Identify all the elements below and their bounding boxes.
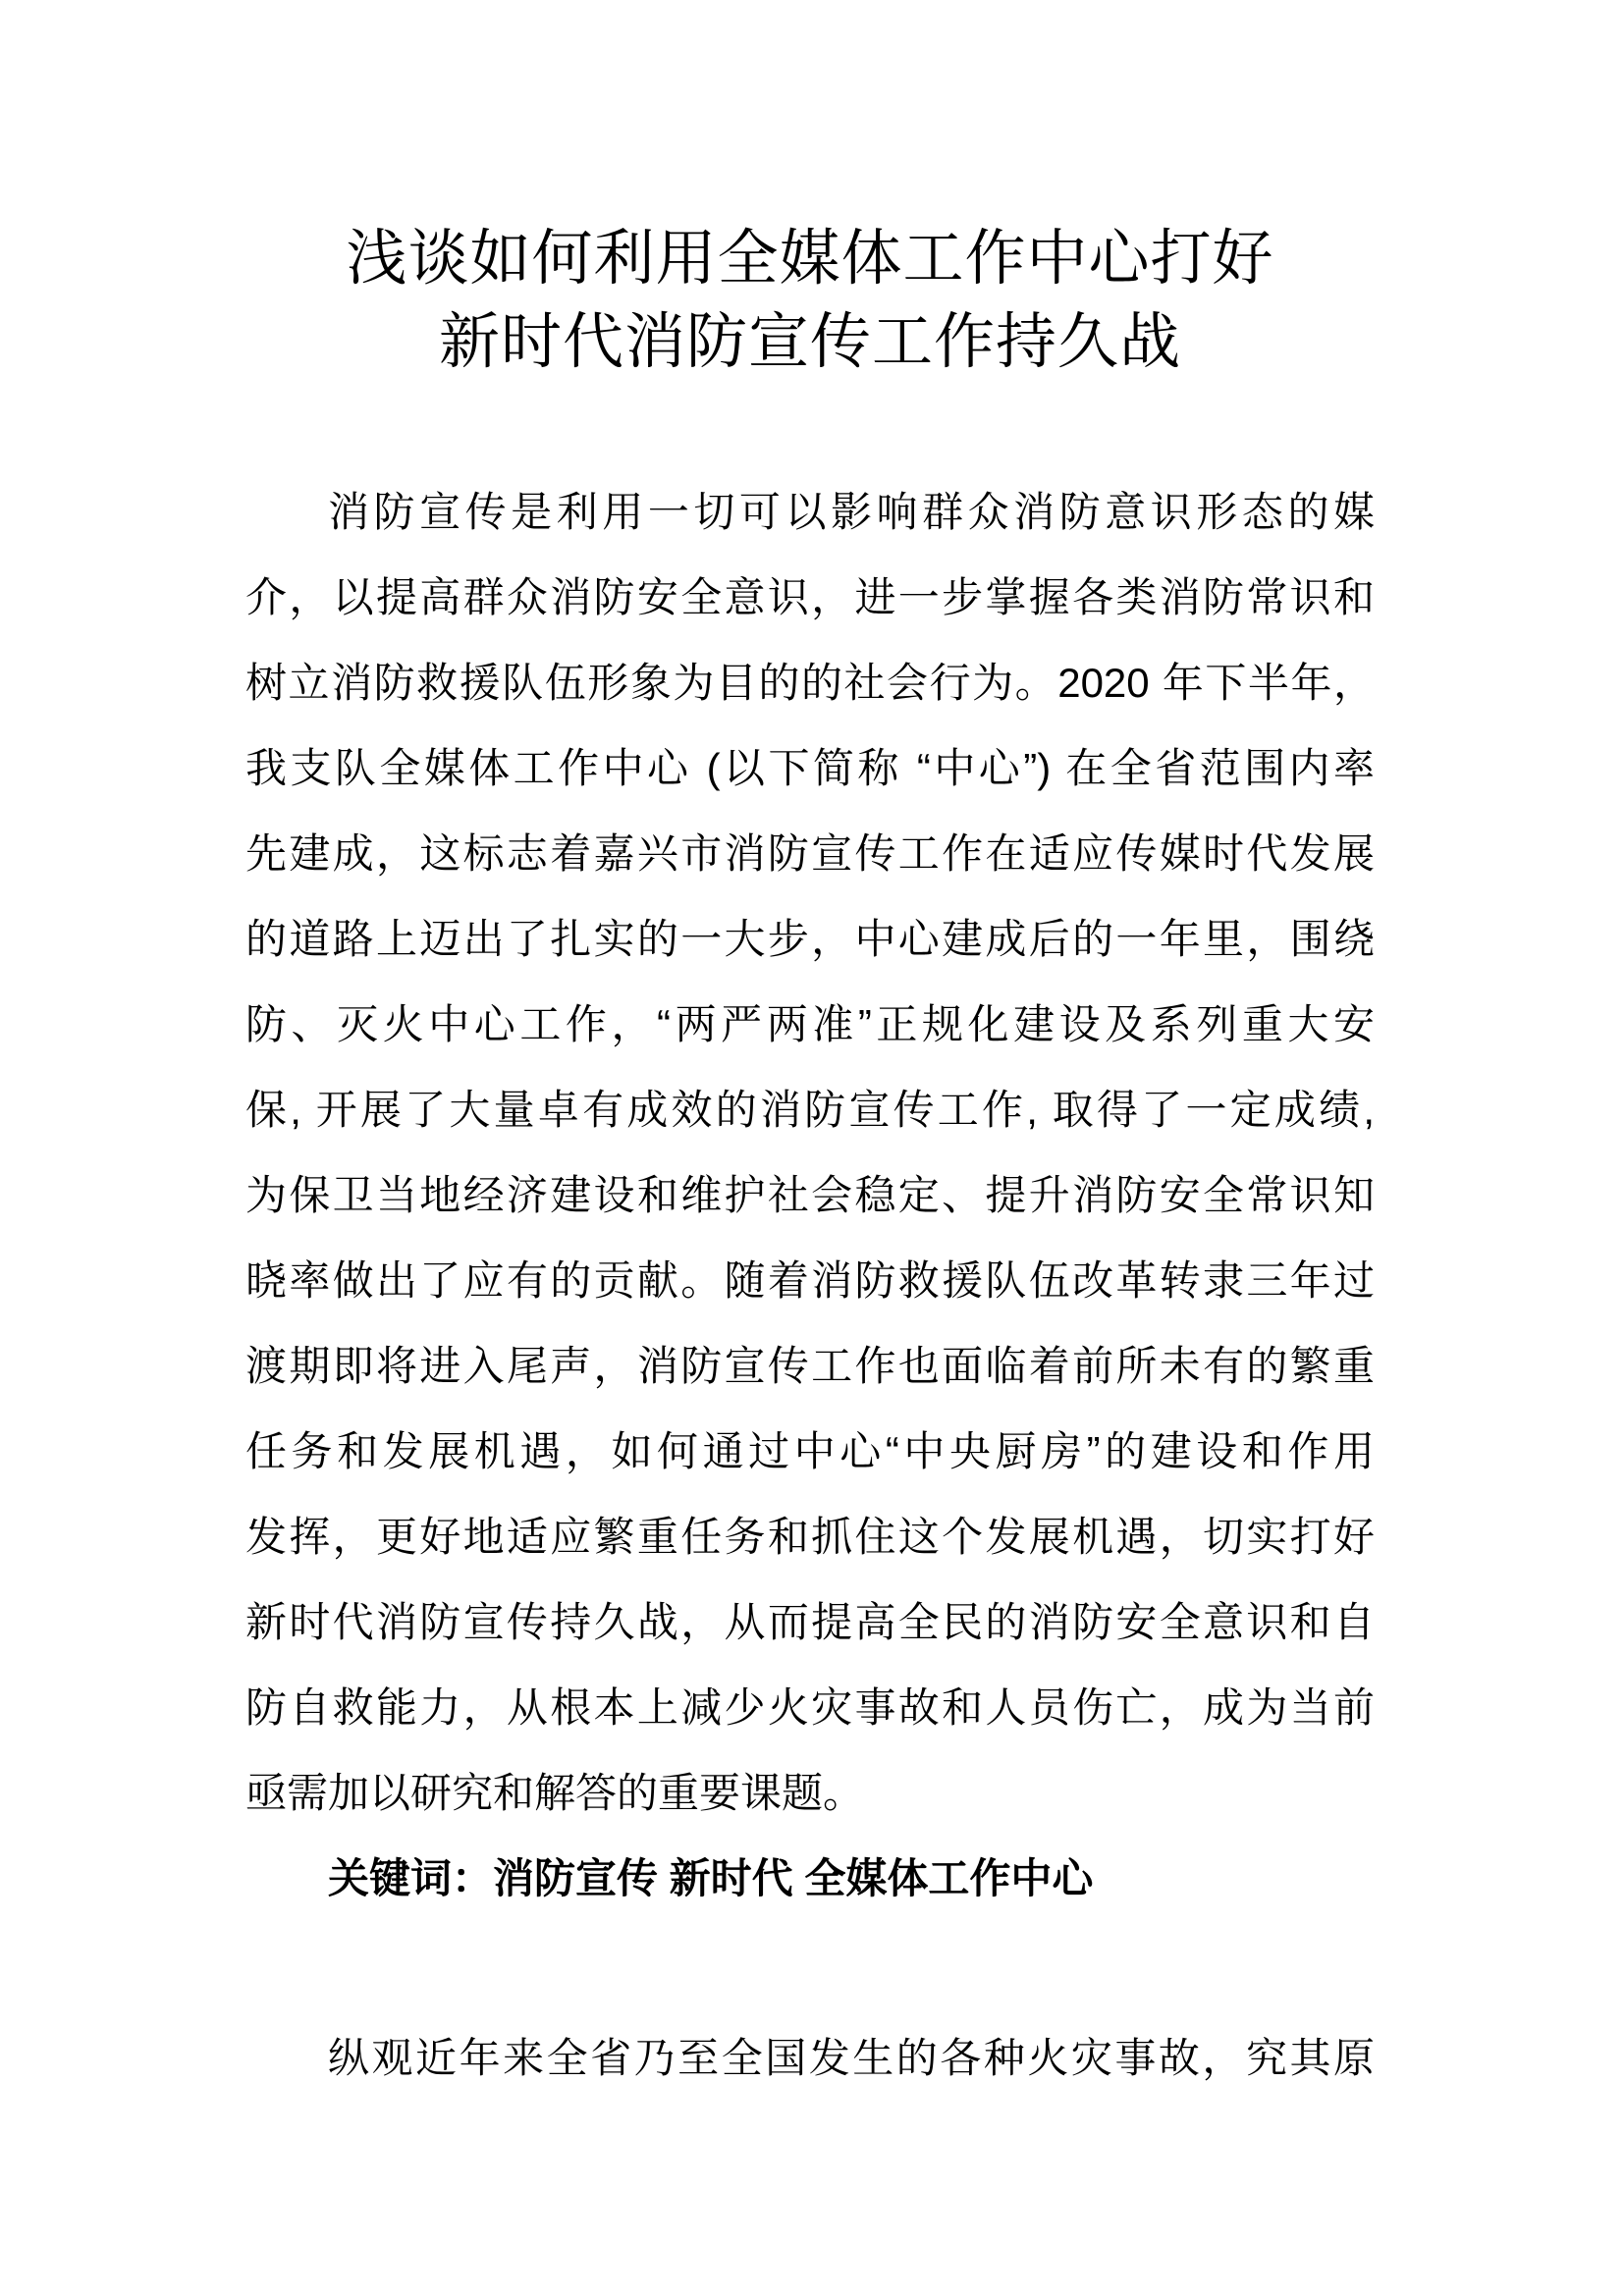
text-line: 渡期即将进入尾声，消防宣传工作也面临着前所未有的繁重 (245, 1343, 1375, 1389)
text-line: 消防宣传是利用一切可以影响群众消防意识形态的媒 (328, 489, 1375, 535)
text-line: 保, 开展了大量卓有成效的消防宣传工作, 取得了一定成绩, (245, 1087, 1375, 1133)
text-line: 晓率做出了应有的贡献。随着消防救援队伍改革转隶三年过 (245, 1257, 1375, 1304)
text-line: 任务和发展机遇，如何通过中心“中央厨房”的建设和作用 (245, 1428, 1375, 1474)
title-line-2: 新时代消防宣传工作持久战 (438, 308, 1181, 376)
text-line: 发挥，更好地适应繁重任务和抓住这个发展机遇，切实打好 (245, 1514, 1375, 1560)
text-line: 介，以提高群众消防安全意识，进一步掌握各类消防常识和 (245, 574, 1375, 620)
text-line: 防、灭火中心工作，“两严两准”正规化建设及系列重大安 (245, 1001, 1375, 1047)
text-line: 亟需加以研究和解答的重要课题。 (245, 1770, 865, 1816)
text-line: 防自救能力，从根本上减少火灾事故和人员伤亡，成为当前 (245, 1684, 1375, 1731)
document-title (245, 217, 1375, 384)
keywords-line: 关键词：消防宣传 新时代 全媒体工作中心 (328, 1855, 1094, 1901)
text-line: 的道路上迈出了扎实的一大步，中心建成后的一年里，围绕 (245, 916, 1375, 962)
body-paragraph (245, 2015, 1375, 2101)
title-line-1: 浅谈如何利用全媒体工作中心打好 (346, 225, 1274, 293)
text-line: 新时代消防宣传持久战，从而提高全民的消防安全意识和自 (245, 1599, 1375, 1645)
text-line: 为保卫当地经济建设和维护社会稳定、提升消防安全常识知 (245, 1172, 1375, 1218)
text-line: 我支队全媒体工作中心 (以下简称 “中心”) 在全省范围内率 (245, 745, 1375, 791)
abstract-paragraph (245, 469, 1375, 1836)
text-line: 树立消防救援队伍形象为目的的社会行为。2020 年下半年， (245, 660, 1375, 706)
text-line: 纵观近年来全省乃至全国发生的各种火灾事故，究其原 (328, 2035, 1375, 2081)
text-line: 先建成，这标志着嘉兴市消防宣传工作在适应传媒时代发展 (245, 830, 1375, 877)
